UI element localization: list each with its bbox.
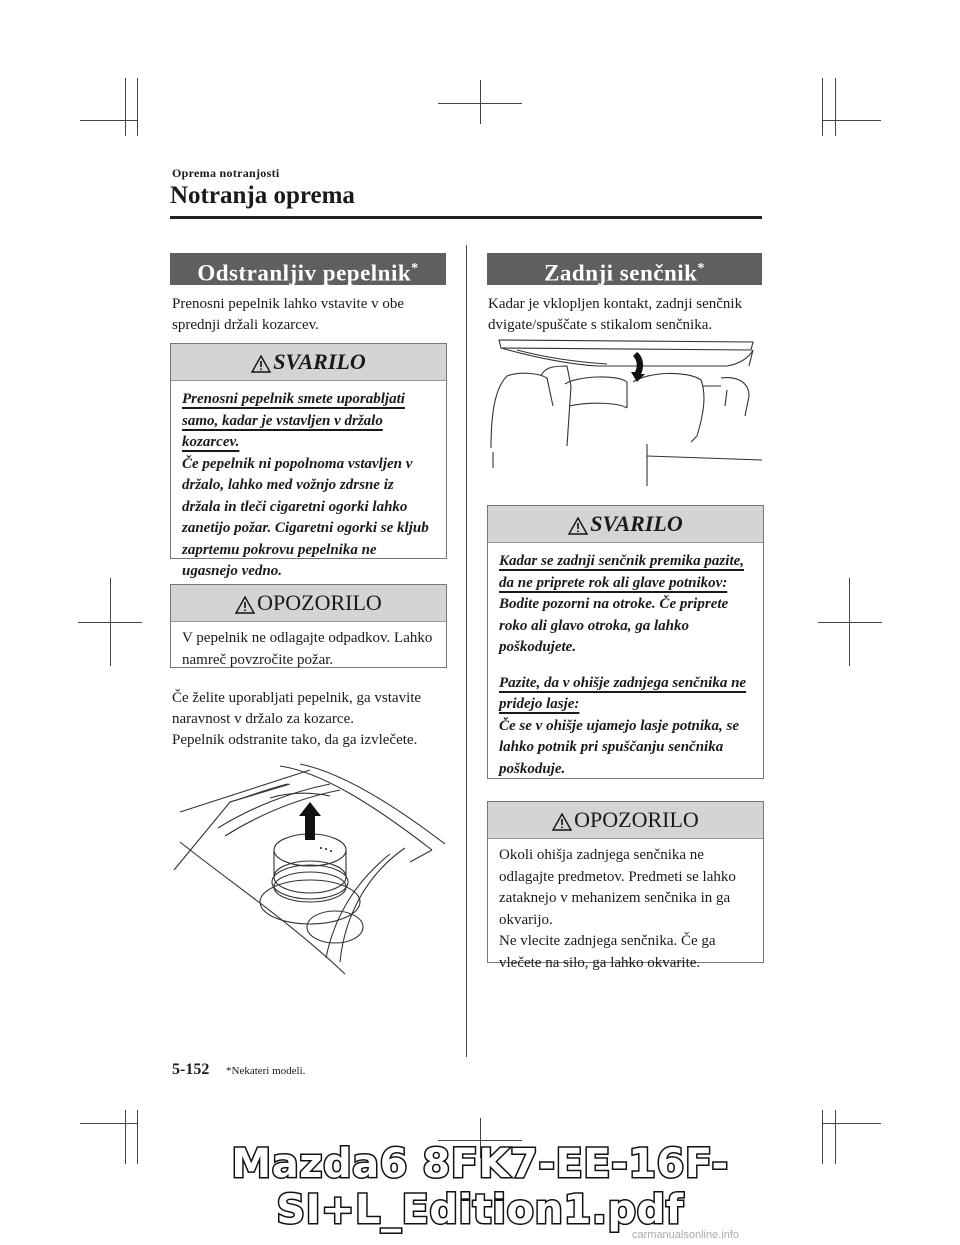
warning-text-2: Če se v ohišje ujamejo lasje potnika, se lahko potnik pri spuščanju senčnika poškoduje. bbox=[499, 717, 739, 777]
footnote: *Nekateri modeli. bbox=[226, 1065, 306, 1077]
warning-text: Če pepelnik ni popolnoma vstavljen v držalo, lahko med vožnjo zdrsne iz držala in tleči cigaretni ogorki lahko zanetijo požar. Cigaretni ogorki se kljub zaprtemu pokrovu pepelnika ne ugasnejo vedno. bbox=[182, 455, 429, 579]
warning-triangle-icon bbox=[251, 355, 271, 373]
warning-text-1: Bodite pozorni na otroke. Če priprete roko ali glavo otroka, ga lahko poškodujete. bbox=[499, 596, 729, 655]
rear-sunshade-illustration bbox=[487, 336, 762, 486]
site-watermark: carmanualsonline.info bbox=[632, 1229, 740, 1241]
ashtray-illustration bbox=[170, 762, 445, 982]
warning-lead: Prenosni pepelnik smete uporabljati samo, kadar je vstavljen v držalo kozarcev. bbox=[182, 391, 405, 450]
caution-header: OPOZORILO bbox=[171, 585, 446, 622]
warning-triangle-icon bbox=[235, 596, 255, 614]
ashtray-usage: Če želite uporabljati pepelnik, ga vstavite naravnost v držalo za kozarce. bbox=[172, 690, 422, 727]
sunshade-intro: Kadar je vklopljen kontakt, zadnji senčnik dvigate/spuščate s stikalom senčnika. bbox=[488, 296, 743, 333]
caution-header: OPOZORILO bbox=[488, 802, 763, 839]
page-number: 5-152 bbox=[172, 1061, 210, 1078]
warning-triangle-icon bbox=[552, 813, 572, 831]
document-filename-watermark: Mazda6 8FK7-EE-16F-SI+L_Edition1.pdf bbox=[231, 1141, 729, 1233]
warning-box-ashtray bbox=[170, 343, 447, 579]
section-heading-ashtray: Odstranljiv pepelnik* bbox=[170, 253, 446, 285]
ashtray-intro: Prenosni pepelnik lahko vstavite v obe sprednji držali kozarcev. bbox=[172, 296, 405, 333]
section-label: Oprema notranjosti bbox=[172, 166, 280, 180]
ashtray-removal: Pepelnik odstranite tako, da ga izvlečete. bbox=[172, 732, 418, 748]
warning-header: SVARILO bbox=[171, 344, 446, 381]
warning-triangle-icon bbox=[568, 517, 588, 535]
caution-box-ashtray bbox=[170, 584, 447, 668]
warning-box-sunshade bbox=[487, 505, 764, 779]
warning-header: SVARILO bbox=[488, 506, 763, 543]
caution-box-sunshade bbox=[487, 801, 764, 971]
section-heading-rear-sunshade: Zadnji senčnik* bbox=[487, 253, 762, 285]
column-divider bbox=[466, 245, 467, 1057]
warning-lead-2: Pazite, da v ohišje zadnjega senčnika ne pridejo lasje: bbox=[499, 674, 747, 712]
caution-text-2: Ne vlecite zadnjega senčnika. Če ga vlečete na silo, ga lahko okvarite. bbox=[499, 933, 716, 971]
warning-lead-1: Kadar se zadnji senčnik premika pazite, da ne priprete rok ali glave potnikov: bbox=[499, 553, 745, 591]
caution-text: V pepelnik ne odlagajte odpadkov. Lahko namreč povzročite požar. bbox=[182, 630, 433, 668]
page-title: Notranja oprema bbox=[170, 182, 355, 209]
caution-text-1: Okoli ohišja zadnjega senčnika ne odlagajte predmetov. Predmeti se lahko zataknejo v mehanizem senčnika in ga okvarijo. bbox=[499, 847, 736, 928]
header-rule bbox=[170, 216, 762, 219]
